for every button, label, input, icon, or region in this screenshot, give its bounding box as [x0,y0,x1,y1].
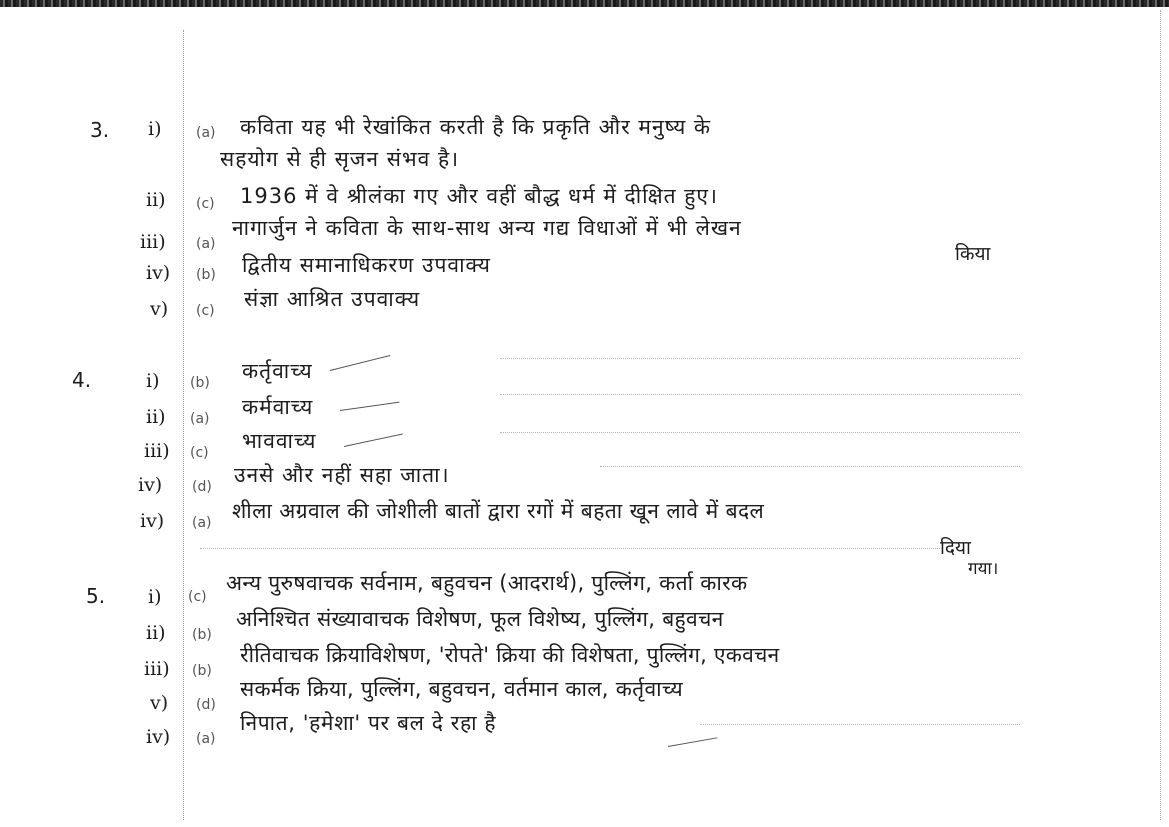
ruled-line [200,548,940,549]
option-label: (a) [196,125,216,141]
option-label: (d) [192,479,212,495]
roman-numeral: i) [146,370,160,392]
scan-top-border [0,0,1169,7]
option-label: (b) [192,627,212,643]
answer-text: कर्मवाच्य [242,395,314,419]
roman-numeral: ii) [146,189,166,211]
trailing-stroke [344,434,403,447]
option-label: (b) [190,375,210,391]
ruled-line [600,466,1020,467]
question-number: 4. [72,368,92,392]
trailing-stroke [340,402,400,411]
ruled-line [500,394,1020,395]
answer-wrap-word: दिया [940,537,971,559]
ruled-line [700,724,1020,725]
answer-text: भाववाच्य [242,429,317,453]
roman-numeral: iv) [140,510,165,532]
option-label: (c) [196,303,215,319]
roman-numeral: iv) [146,726,171,748]
roman-numeral: iii) [140,231,166,253]
right-edge-line [1160,10,1161,820]
roman-numeral: iii) [144,658,170,680]
roman-numeral: iv) [146,262,171,284]
option-label: (c) [196,196,215,212]
answer-text: अनिश्चित संख्यावाचक विशेषण, फूल विशेष्य, पुल्लिंग, बहुवचन [236,607,724,631]
roman-numeral: i) [148,118,162,140]
answer-text: उनसे और नहीं सहा जाता। [234,463,450,487]
option-label: (a) [190,411,210,427]
roman-numeral: ii) [146,622,166,644]
trailing-stroke [330,355,390,371]
option-label: (a) [196,731,216,747]
option-label: (c) [190,445,209,461]
answer-text: रीतिवाचक क्रियाविशेषण, 'रोपते' क्रिया की विशेषता, पुल्लिंग, एकवचन [240,643,780,667]
answer-wrap-word: गया। [968,559,999,579]
answer-text: कर्तृवाच्य [242,359,313,383]
ruled-line [500,432,1020,433]
answer-text: 1936 में वे श्रीलंका गए और वहीं बौद्ध धर्म में दीक्षित हुए। [240,184,719,208]
roman-numeral: ii) [146,406,166,428]
option-label: (a) [196,236,216,252]
option-label: (c) [188,589,207,605]
roman-numeral: i) [148,586,162,608]
roman-numeral: v) [150,692,169,714]
ruled-line [500,358,1020,359]
answer-text: कविता यह भी रेखांकित करती है कि प्रकृति और मनुष्य के [240,115,712,139]
answer-text: नागार्जुन ने कविता के साथ-साथ अन्य गद्य विधाओं में भी लेखन [232,216,742,240]
roman-numeral: iii) [144,440,170,462]
answer-text: निपात, 'हमेशा' पर बल दे रहा है [240,711,497,735]
option-label: (d) [196,697,216,713]
answer-text: संज्ञा आश्रित उपवाक्य [244,287,421,311]
question-number: 3. [90,118,110,142]
answer-text: शीला अग्रवाल की जोशीली बातों द्वारा रगों में बहता खून लावे में बदल [232,499,765,523]
option-label: (a) [192,515,212,531]
answer-wrap-word: किया [955,243,991,265]
roman-numeral: v) [150,298,169,320]
roman-numeral: iv) [138,474,163,496]
option-label: (b) [196,267,216,283]
margin-line [183,30,184,820]
question-number: 5. [86,584,106,608]
trailing-stroke [668,737,717,747]
answer-text: द्वितीय समानाधिकरण उपवाक्य [242,253,491,277]
answer-text: सकर्मक क्रिया, पुल्लिंग, बहुवचन, वर्तमान काल, कर्तृवाच्य [240,677,683,701]
answer-text: अन्य पुरुषवाचक सर्वनाम, बहुवचन (आदरार्थ), पुल्लिंग, कर्ता कारक [226,571,748,595]
option-label: (b) [192,663,212,679]
answer-text-continued: सहयोग से ही सृजन संभव है। [220,147,460,171]
